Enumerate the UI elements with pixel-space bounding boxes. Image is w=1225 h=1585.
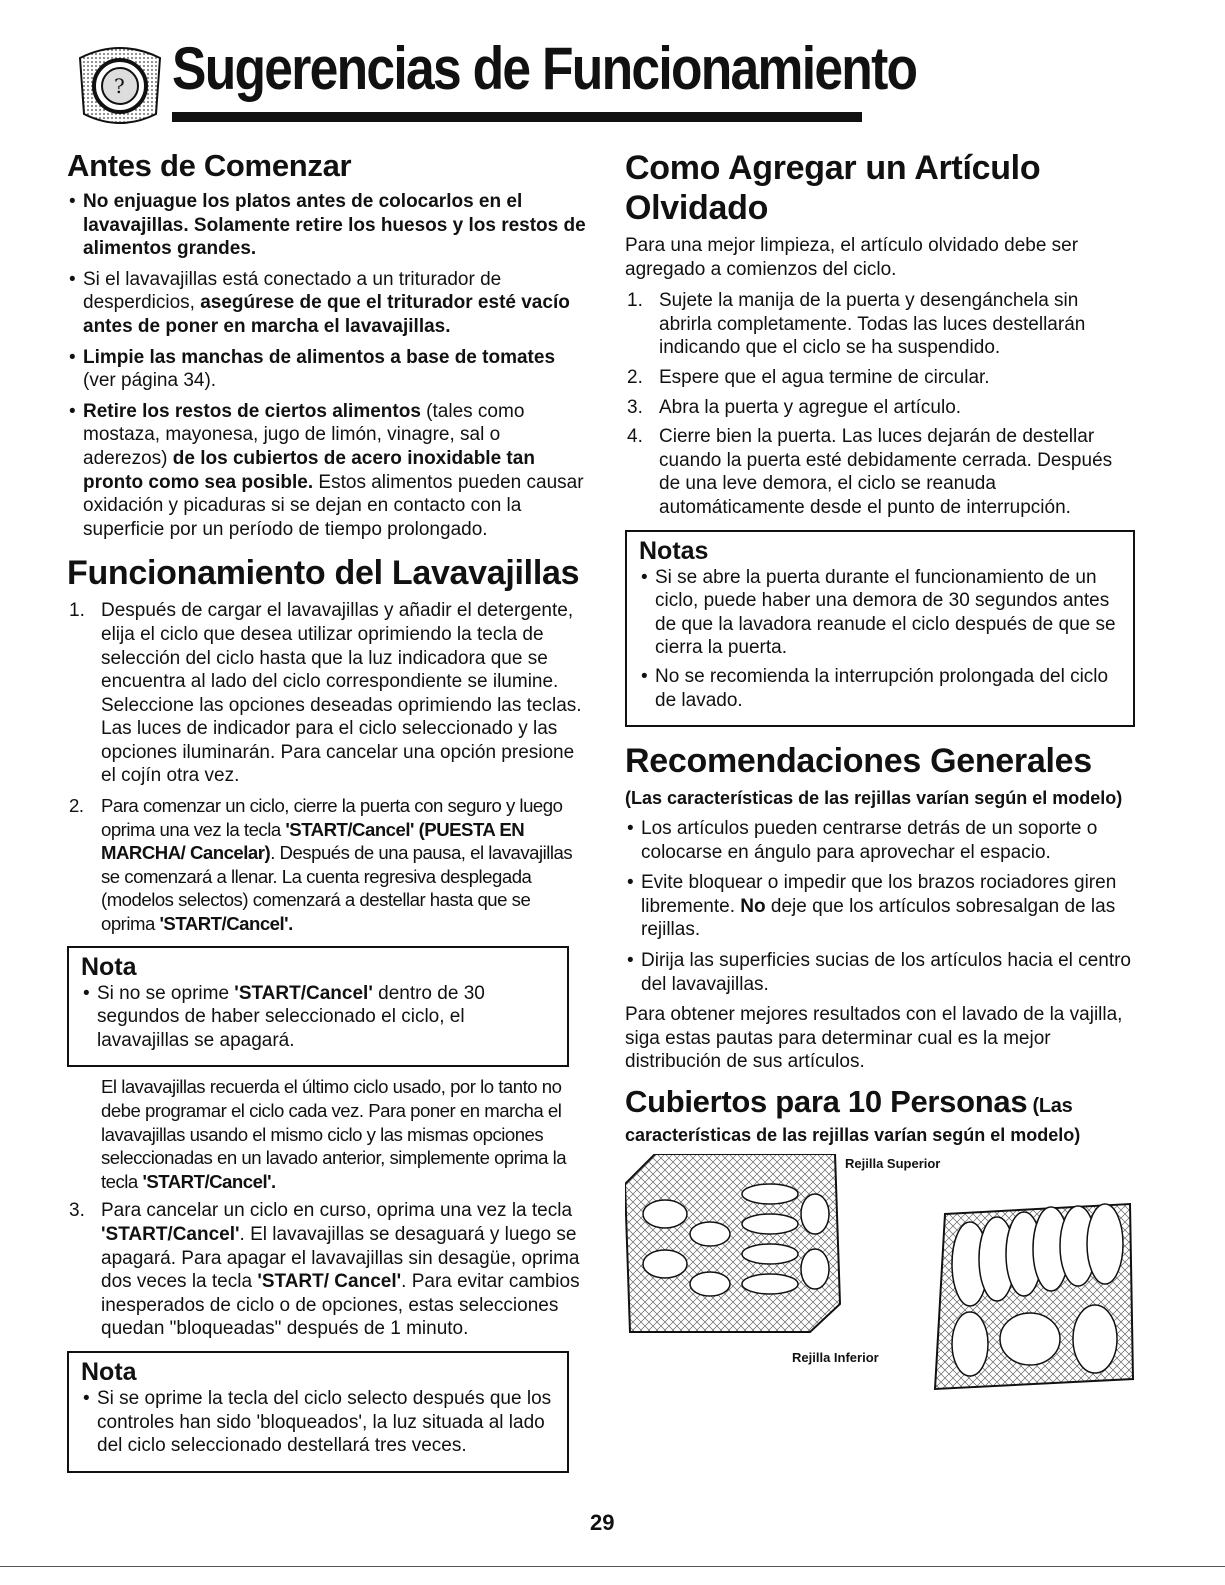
bold-text: asegúrese de que el triturador esté vacío antes de poner en marcha el lavavajillas. bbox=[83, 292, 570, 337]
heading-cubiertos bbox=[625, 1084, 1135, 1124]
recom-list bbox=[625, 817, 1135, 996]
notes-box bbox=[625, 530, 1135, 728]
page-title: Sugerencias de Funcionamiento bbox=[172, 35, 917, 102]
bold-text: 'START/Cancel' bbox=[101, 1223, 240, 1245]
heading-funcionamiento: Funcionamiento del Lavavajillas bbox=[67, 554, 580, 593]
bold-text: 'START/Cancel' bbox=[234, 982, 373, 1004]
heading-recomendaciones: Recomendaciones Generales bbox=[625, 742, 1092, 781]
text: Sujete la manija de la puerta y desengánchela sin abrirla completamente. Todas las luces destellarán indicando que el ciclo se ha suspendido. bbox=[659, 290, 1086, 359]
subheading: (Las características de las rejillas varían según el modelo) bbox=[625, 788, 1123, 809]
step-number: 3. bbox=[69, 1200, 85, 1222]
list-item bbox=[67, 599, 587, 788]
antes-list bbox=[67, 190, 587, 541]
text: Espere que el agua termine de circular. bbox=[659, 366, 990, 388]
heading-como-agregar: Como Agregar un Artículo Olvidado bbox=[625, 149, 1041, 227]
bold-text: Limpie las manchas de alimentos a base de tomates bbox=[83, 346, 556, 368]
text: Cierre bien la puerta. Las luces dejarán de destellar cuando la puerta esté debidamente cerrada. Después de una leve demora, el ciclo se reanuda automáticamente desde el punto de interrupción. bbox=[659, 426, 1113, 518]
funcionamiento-steps bbox=[67, 599, 587, 935]
paragraph: Para una mejor limpieza, el artículo olvidado debe ser agregado a comienzos del ciclo. bbox=[625, 235, 1079, 280]
page-number: 29 bbox=[590, 1510, 615, 1535]
bold-text: 'START/ Cancel' bbox=[257, 1271, 402, 1293]
rack-drawing bbox=[625, 1154, 1145, 1394]
paragraph bbox=[67, 1075, 587, 1193]
heading-tail: (Las bbox=[1027, 1095, 1073, 1118]
bold-text: 'START/Cancel'. bbox=[142, 1170, 276, 1192]
heading-antes-de-comenzar: Antes de Comenzar bbox=[67, 148, 352, 183]
list-item bbox=[625, 366, 1135, 390]
step-number: 3. bbox=[627, 396, 643, 418]
list-item bbox=[67, 268, 587, 339]
text: . Para evitar cambios inesperados de ciclo o de opciones, estas selecciones quedan "bloqueadas" después de 1 minuto. bbox=[101, 1271, 580, 1340]
paragraph: Para obtener mejores resultados con el lavado de la vajilla, siga estas pautas para determinar cual es la mejor distribución de sus artículos. bbox=[625, 1004, 1123, 1073]
bold-text: 'START/Cancel'. bbox=[159, 913, 293, 935]
left-column bbox=[67, 148, 587, 1481]
text: El lavavajillas recuerda el último ciclo usado, por lo tanto no debe programar el ciclo cada vez. Para poner en marcha el lavavajillas usando el mismo ciclo y las mismas opciones seleccionadas en un lavado anterior, simplemente oprima la tecla bbox=[101, 1076, 567, 1192]
text: (ver página 34). bbox=[83, 370, 217, 392]
text: dentro de 30 segundos de haber seleccionado el ciclo, el lavavajillas se apagará. bbox=[97, 982, 485, 1051]
list-item bbox=[625, 425, 1135, 519]
bottom-rule bbox=[0, 1566, 1225, 1567]
note-title: Notas bbox=[639, 536, 709, 565]
list-item bbox=[67, 346, 587, 393]
list-item bbox=[81, 982, 557, 1053]
text: deje que los artículos sobresalgan de las rejillas. bbox=[641, 895, 1116, 941]
text: . El lavavajillas se desaguará y luego se apagará. Para apagar el lavavajillas sin desagüe, oprima dos veces la tecla bbox=[101, 1223, 580, 1293]
step-number: 2. bbox=[69, 795, 84, 817]
heading-text: Cubiertos para 10 Personas bbox=[625, 1084, 1028, 1120]
list-item bbox=[67, 190, 587, 261]
step-number: 1. bbox=[69, 600, 85, 622]
list-item bbox=[67, 400, 587, 542]
list-item bbox=[625, 289, 1135, 360]
list-item: • Si se abre la puerta durante el funcionamiento de un ciclo, puede haber una demora de 30 segundos antes de que la lavadora reanude el ciclo después de que se cierra la puerta. bbox=[639, 566, 1123, 660]
label-rejilla-inferior: Rejilla Inferior bbox=[792, 1350, 879, 1366]
rack-illustration bbox=[625, 1154, 1145, 1394]
list-item: • No se recomienda la interrupción prolongada del ciclo de lavado. bbox=[639, 665, 1123, 712]
text: Abra la puerta y agregue el artículo. bbox=[659, 396, 962, 418]
text: Estos alimentos pueden causar oxidación y picaduras si se dejan en contacto con la superficie por un período de tiempo prolongado. bbox=[83, 471, 584, 540]
bold-text: 'START/Cancel' (PUESTA EN MARCHA/ Cancelar) bbox=[101, 818, 525, 864]
bold-text: No enjuague los platos antes de colocarlos en el lavavajillas. Solamente retire los huesos y los restos de alimentos grandes. bbox=[83, 191, 586, 260]
note-box bbox=[67, 1351, 569, 1473]
svg-text:?: ? bbox=[114, 74, 125, 98]
text: Después de cargar el lavavajillas y añadir el detergente, elija el ciclo que desea utilizar oprimiendo la tecla de selección del ciclo hasta que la luz indicadora que se encuentra al lado del ciclo correspondiente se ilumine. Seleccione las opciones deseadas oprimiendo las teclas. Las luces de indicador para el ciclo seleccionado y las opciones iluminarán. Para cancelar una opción presione el cojín otra vez. bbox=[101, 600, 582, 787]
text: Evite bloquear o impedir que los brazos rociadores giren libremente. bbox=[641, 872, 1117, 917]
dishwasher-dial-icon bbox=[70, 40, 170, 128]
step-number: 4. bbox=[627, 426, 643, 448]
list-item bbox=[625, 871, 1135, 942]
list-item: • Dirija las superficies sucias de los artículos hacia el centro del lavavajillas. bbox=[625, 949, 1135, 996]
bold-text: No bbox=[740, 895, 766, 917]
agregar-steps bbox=[625, 289, 1135, 519]
list-item bbox=[67, 794, 587, 936]
bold-text: Retire los restos de ciertos alimentos bbox=[83, 400, 421, 422]
note-title: Nota bbox=[81, 1357, 137, 1386]
list-item bbox=[625, 396, 1135, 420]
list-item bbox=[67, 1199, 587, 1341]
list-item: • Si se oprime la tecla del ciclo selecto después que los controles han sido 'bloqueados', la luz situada al lado del ciclo seleccionado destellará tres veces. bbox=[81, 1387, 557, 1458]
title-underline bbox=[172, 112, 862, 122]
text: Para comenzar un ciclo, cierre la puerta con seguro y luego oprima una vez la tecla bbox=[101, 795, 563, 840]
text: Para cancelar un ciclo en curso, oprima una vez la tecla bbox=[101, 1200, 573, 1222]
text: Si no se oprime bbox=[97, 982, 235, 1004]
text: (tales como mostaza, mayonesa, jugo de limón, vinagre, sal o aderezos) bbox=[83, 400, 525, 469]
list-item: • Los artículos pueden centrarse detrás de un soporte o colocarse en ángulo para aprovechar el espacio. bbox=[625, 817, 1135, 864]
note-title: Nota bbox=[81, 952, 137, 981]
bold-text: de los cubiertos de acero inoxidable tan pronto como sea posible. bbox=[83, 447, 535, 493]
right-column bbox=[625, 148, 1135, 1394]
text: Si el lavavajillas está conectado a un triturador de desperdicios, bbox=[83, 268, 502, 314]
label-rejilla-superior: Rejilla Superior bbox=[845, 1156, 941, 1172]
step-number: 2. bbox=[627, 366, 643, 388]
text: . Después de una pausa, el lavavajillas se comenzará a llenar. La cuenta regresiva desplegada (modelos selectos) comenzará a destellar hasta que se oprima bbox=[101, 842, 573, 935]
step-number: 1. bbox=[627, 290, 643, 312]
subheading: características de las rejillas varían según el modelo) bbox=[625, 1125, 1081, 1146]
note-box bbox=[67, 946, 569, 1068]
funcionamiento-steps-cont bbox=[67, 1199, 587, 1341]
